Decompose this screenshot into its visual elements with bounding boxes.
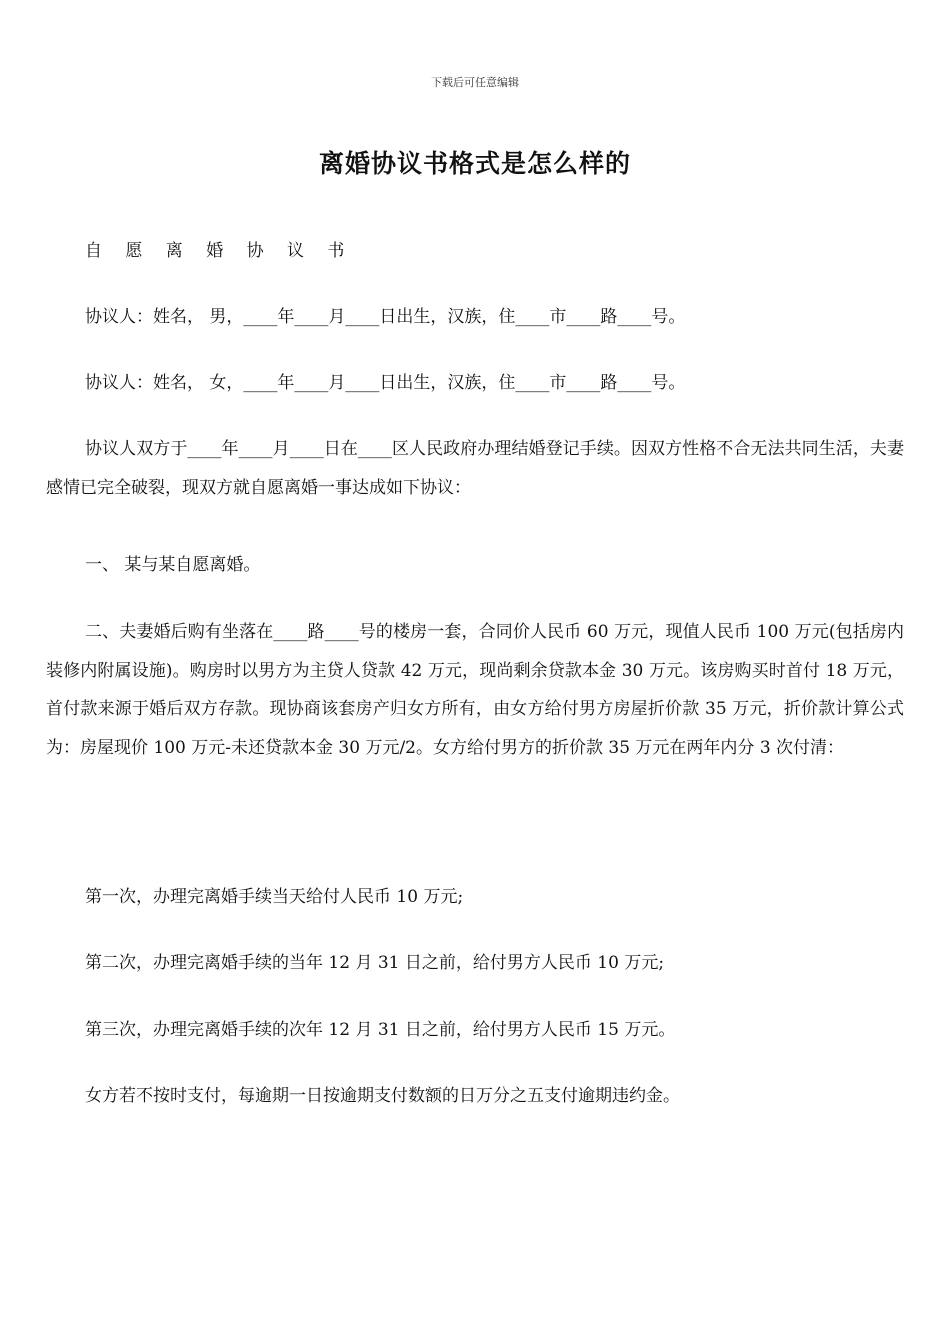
party-male: 协议人：姓名， 男，____年____月____日出生，汉族，住____市____路____号。: [85, 307, 686, 327]
party-female: 协议人：姓名， 女，____年____月____日出生，汉族，住____市____路____号。: [85, 373, 686, 393]
payment-third: 第三次，办理完离婚手续的次年 12 月 31 日之前，给付男方人民币 15 万元。: [85, 1020, 676, 1040]
page-title: 离婚协议书格式是怎么样的: [318, 149, 631, 178]
header-note: 下载后可任意编辑: [431, 76, 519, 89]
clause-one: 一、 某与某自愿离婚。: [85, 555, 261, 575]
late-penalty: 女方若不按时支付，每逾期一日按逾期支付数额的日万分之五支付逾期违约金。: [85, 1086, 680, 1106]
agreement-subtitle: 自 愿 离 婚 协 议 书: [85, 241, 354, 261]
clause-two: 二、夫妻婚后购有坐落在____路____号的楼房一套，合同价人民币 60 万元，现值人民币 100 万元(包括房内装修内附属设施)。购房时以男方为主贷人贷款 42 万元，现尚剩余贷款本金 30 万元。该房购买时首付 18 万元，首付款来源于婚后双方存款。现协商该套房产归女方所有，由女方给付男方房屋折价款 35 万元，折价款计算公式为：房屋现价 100 万元-未还贷款本金 30 万元/2。女方给付男方的折价款 35 万元在两年内分 3 次付清：: [46, 622, 904, 758]
payment-first: 第一次，办理完离婚手续当天给付人民币 10 万元;: [85, 887, 464, 907]
payment-second: 第二次，办理完离婚手续的当年 12 月 31 日之前，给付男方人民币 10 万元;: [85, 953, 665, 973]
marriage-background: 协议人双方于____年____月____日在____区人民政府办理结婚登记手续。因双方性格不合无法共同生活，夫妻感情已完全破裂，现双方就自愿离婚一事达成如下协议：: [46, 439, 904, 498]
